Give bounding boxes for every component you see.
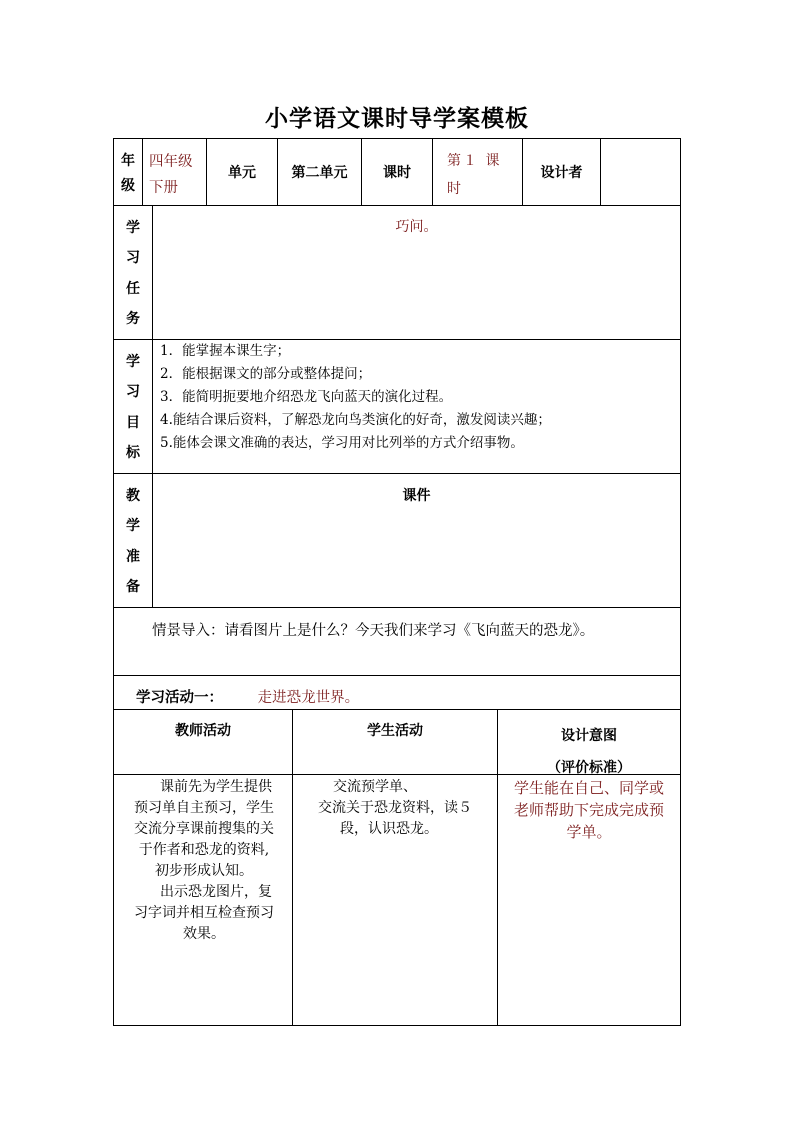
grade-label: 年 级 <box>121 152 135 194</box>
prep-content: 课件 <box>402 488 431 504</box>
lesson-label: 课时 <box>383 165 411 181</box>
unit-value: 第二单元 <box>291 165 348 181</box>
student-activity: 交流预学单、 交流关于恐龙资料，读５ 段，认识恐龙。 <box>318 779 472 837</box>
goal-item: 1．能掌握本课生字； <box>160 343 291 359</box>
activity-name: 走进恐龙世界。 <box>257 690 360 706</box>
goal-item: 4.能结合课后资料，了解恐龙向鸟类演化的好奇，激发阅读兴趣； <box>160 412 551 428</box>
prep-label: 教 学 准 备 <box>126 488 140 595</box>
col-intent: 设计意图 （评价标准） <box>547 728 631 776</box>
col-student: 学生活动 <box>367 723 423 739</box>
goal-item: 5.能体会课文准确的表达，学习用对比列举的方式介绍事物。 <box>160 435 524 451</box>
designer-label: 设计者 <box>540 165 583 181</box>
page-title: 小学语文课时导学案模板 <box>265 105 529 132</box>
goals-label: 学 习 目 标 <box>126 354 140 461</box>
activity-heading <box>136 686 676 707</box>
unit-label: 单元 <box>228 165 256 181</box>
goal-item: 3．能简明扼要地介绍恐龙飞向蓝天的演化过程。 <box>160 389 453 405</box>
lesson-value: 第１ 课时 <box>447 153 502 197</box>
grade-value: 四年级下册 <box>149 154 193 196</box>
task-content: 巧问。 <box>395 219 438 235</box>
activity-label: 学习活动一： <box>136 689 223 706</box>
goals-list <box>160 340 678 455</box>
designer-value <box>601 139 680 205</box>
teacher-activity: 课前先为学生提供 预习单自主预习，学生 交流分享课前搜集的关 于作者和恐龙的资料, 初步形成认知。 出示恐龙图片，复 习字词并相互检查预习 效果。 <box>134 779 274 942</box>
design-intent: 学生能在自己、同学或 老师帮助下完成完成预 学单。 <box>513 779 664 841</box>
col-teacher: 教师活动 <box>175 723 231 739</box>
task-label: 学 习 任 务 <box>126 220 140 327</box>
intro-text: 情景导入：请看图片上是什么？今天我们来学习《飞向蓝天的恐龙》。 <box>152 623 595 639</box>
goal-item: 2．能根据课文的部分或整体提问； <box>160 366 372 382</box>
